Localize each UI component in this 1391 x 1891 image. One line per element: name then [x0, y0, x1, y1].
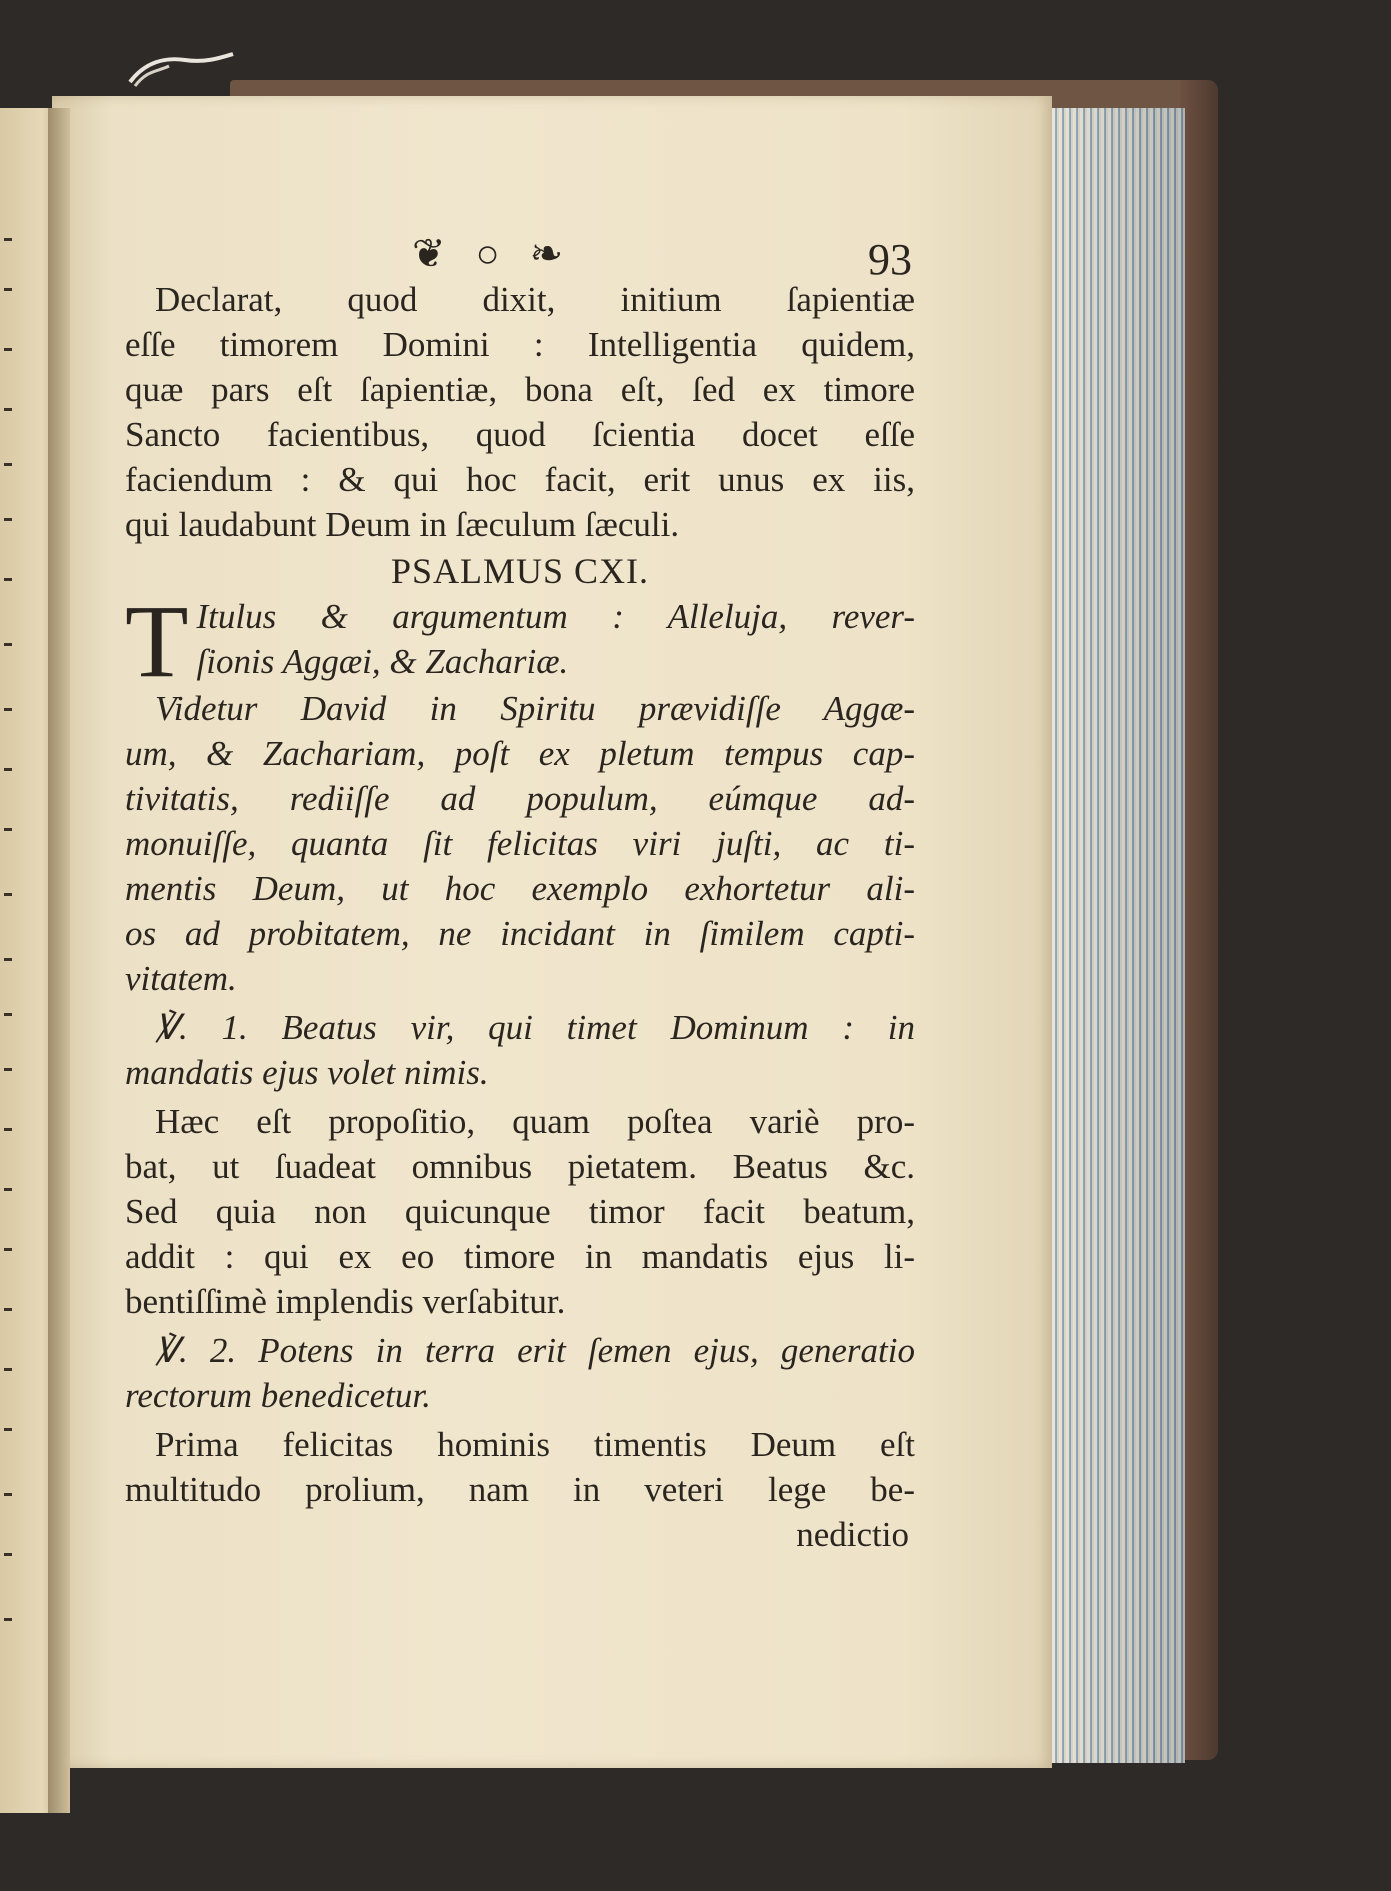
text-line: Declarat, quod dixit, initium ſapientiæ [155, 280, 915, 319]
fore-edge-shade [1045, 108, 1185, 1763]
text-line: eſſe timorem Domini : Intelligentia quidem, [125, 325, 915, 364]
text-line: mentis Deum, ut hoc exemplo exhortetur ali- [125, 869, 915, 908]
text-line: tivitatis, rediiſſe ad populum, eúmque ad- [125, 779, 915, 818]
text-line: ſionis Aggæi, & Zachariæ. [196, 642, 569, 681]
text-line: mandatis ejus volet nimis. [125, 1053, 489, 1092]
text-line: um, & Zachariam, poſt ex pletum tempus cap- [125, 734, 915, 773]
page-body [125, 277, 915, 1557]
text-line: vitatem. [125, 959, 237, 998]
running-header [412, 230, 912, 282]
text-line: bat, ut ſuadeat omnibus pietatem. Beatus &c. [125, 1147, 915, 1186]
text-line: multitudo prolium, nam in veteri lege be- [125, 1470, 915, 1509]
text-line: Sed quia non quicunque timor facit beatum, [125, 1192, 915, 1231]
verse-1 [125, 1005, 915, 1095]
text-line: Prima felicitas hominis timentis Deum eſt [155, 1425, 915, 1464]
text-line: faciendum : & qui hoc facit, erit unus ex iis, [125, 460, 915, 499]
text-line: Hæc eſt propoſitio, quam poſtea variè pro- [155, 1102, 915, 1141]
text-line: os ad probitatem, ne incidant in ſimilem capti- [125, 914, 915, 953]
psalm-title [125, 584, 915, 699]
text-line: addit : qui ex eo timore in mandatis ejus li- [125, 1237, 915, 1276]
verse-2 [125, 1328, 915, 1418]
loose-thread-icon [125, 52, 235, 92]
text-line: Sancto facientibus, quod ſcientia docet eſſe [125, 415, 915, 454]
drop-cap: T [125, 584, 189, 699]
gutter-shadow [48, 108, 70, 1813]
text-line: ℣. 2. Potens in terra erit ſemen ejus, generatio [155, 1331, 915, 1370]
text-line: ℣. 1. Beatus vir, qui timet Dominum : in [155, 1008, 915, 1047]
catchword: nedictio [796, 1515, 909, 1554]
text-line: Videtur David in Spiritu prævidiſſe Aggæ- [155, 689, 915, 728]
psalm-heading: PSALMUS CXI. [390, 551, 650, 591]
text-line: quæ pars eſt ſapientiæ, bona eſt, ſed ex timore [125, 370, 915, 409]
binding-spine [1180, 80, 1218, 1760]
text-line: Itulus & argumentum : Alleluja, rever- [196, 597, 915, 636]
text-line: monuiſſe, quanta ſit felicitas viri juſti, ac ti- [125, 824, 915, 863]
paragraph-videtur [125, 686, 915, 1001]
paragraph-declarat [125, 277, 915, 547]
paragraph-haec [125, 1099, 915, 1324]
page-number: 93 [868, 235, 912, 284]
text-line: qui laudabunt Deum in ſæculum ſæculi. [125, 505, 680, 544]
paragraph-prima [125, 1422, 915, 1512]
text-line: bentiſſimè implendis verſabitur. [125, 1282, 566, 1321]
text-line: rectorum benedicetur. [125, 1376, 431, 1415]
header-ornament: ❦ ○ ❧ [412, 231, 574, 276]
